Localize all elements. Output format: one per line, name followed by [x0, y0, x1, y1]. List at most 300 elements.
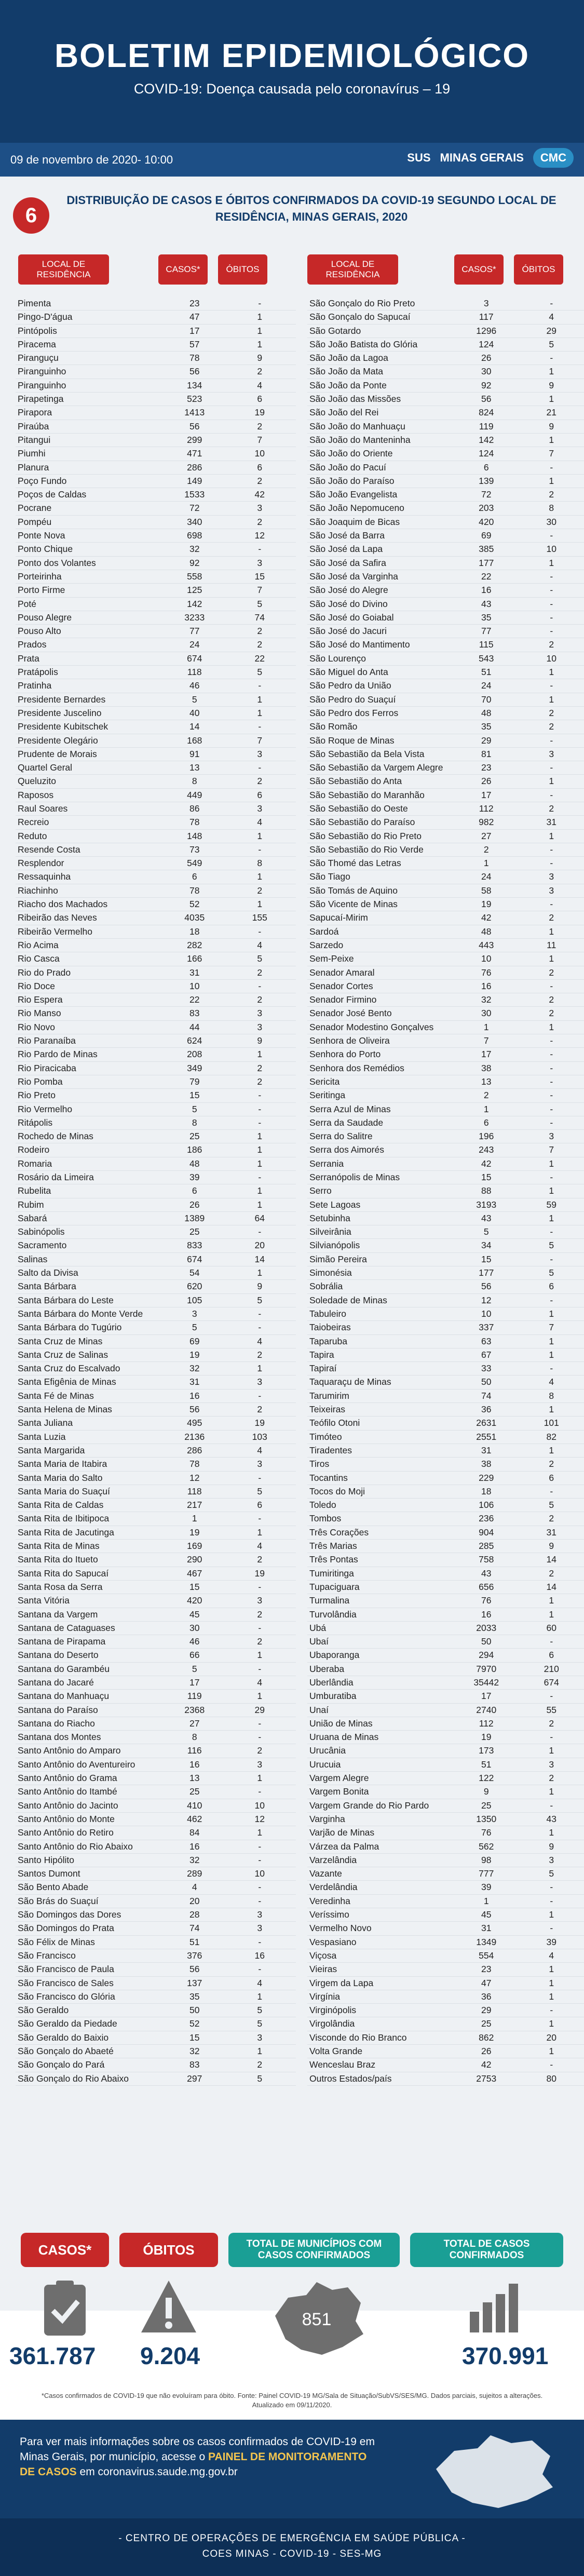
casos-cell: 148 [187, 830, 202, 841]
obitos-cell: 2 [549, 994, 554, 1005]
table-row [307, 748, 584, 761]
municipality-cell: São Lourenço [309, 653, 366, 664]
municipality-cell: Pirapetinga [18, 394, 64, 404]
casos-cell: 115 [479, 639, 494, 650]
obitos-cell: 29 [254, 1704, 265, 1715]
table-row [307, 1635, 584, 1649]
info-link-panel[interactable]: PAINEL DE MONITORAMENTO DE CASOS [20, 2451, 367, 2478]
casos-cell: 106 [479, 1500, 494, 1510]
obitos-cell: - [550, 1103, 553, 1114]
obitos-cell: - [258, 1854, 262, 1865]
casos-cell: 86 [189, 803, 200, 814]
table-row [16, 1676, 296, 1690]
municipality-cell: Santana de Cataguases [18, 1622, 115, 1633]
casos-cell: 443 [479, 939, 494, 950]
obitos-cell: 1 [549, 830, 554, 841]
casos-cell: 698 [187, 530, 202, 541]
casos-cell: 18 [481, 1486, 492, 1496]
table-row [16, 952, 296, 966]
table-row [307, 830, 584, 843]
obitos-cell: 10 [546, 653, 556, 664]
table-row [307, 1936, 584, 1949]
casos-cell: 149 [187, 475, 202, 486]
casos-cell: 16 [189, 1390, 200, 1401]
table-row [16, 1553, 296, 1567]
municipality-cell: Sardoá [309, 926, 339, 937]
table-row [307, 1649, 584, 1662]
obitos-cell: 14 [546, 1581, 556, 1592]
table-row [307, 1608, 584, 1622]
obitos-cell: 1 [257, 1131, 263, 1142]
table-row [16, 857, 296, 870]
footer [0, 2518, 584, 2576]
table-row [307, 1157, 584, 1171]
municipality-cell: São Sebastião da Bela Vista [309, 748, 425, 759]
table-row [16, 1731, 296, 1744]
table-row [16, 1608, 296, 1622]
obitos-cell: 1 [257, 1158, 263, 1169]
obitos-cell: 3 [549, 1131, 554, 1142]
casos-cell: 142 [187, 598, 202, 609]
casos-cell: 28 [189, 1909, 200, 1920]
municipality-cell: Visconde do Rio Branco [309, 2032, 407, 2043]
casos-cell: 118 [187, 667, 202, 678]
info-line-2: em coronavirus.saude.mg.gov.br [79, 2466, 238, 2478]
obitos-cell: 3 [257, 503, 263, 514]
municipality-cell: Santa Maria do Suaçuí [18, 1486, 111, 1496]
municipality-cell: Outros Estados/país [309, 2073, 392, 2084]
casos-cell: 2753 [476, 2073, 497, 2084]
obitos-cell: - [258, 844, 262, 855]
table-row [16, 365, 296, 379]
obitos-cell: 55 [546, 1704, 556, 1715]
casos-cell: 34 [481, 1240, 492, 1251]
municipality-cell: Soledade de Minas [309, 1294, 387, 1305]
table-row [16, 1663, 296, 1676]
casos-cell: 51 [481, 667, 492, 678]
obitos-cell: 4 [257, 1677, 263, 1688]
casos-cell: 66 [189, 1650, 200, 1661]
municipality-cell: Raposos [18, 789, 54, 800]
obitos-cell: 3 [549, 1759, 554, 1770]
casos-cell: 8 [192, 1117, 197, 1128]
obitos-cell: 2 [549, 1568, 554, 1579]
table-row [16, 1375, 296, 1389]
casos-cell: 36 [481, 1404, 492, 1415]
casos-cell: 2551 [476, 1431, 497, 1442]
table-row [16, 297, 296, 311]
municipality-cell: Porto Firme [18, 585, 65, 596]
casos-cell: 166 [187, 953, 202, 964]
table-row [307, 1321, 584, 1334]
casos-cell: 26 [481, 2046, 492, 2056]
municipality-cell: São Pedro da União [309, 680, 391, 691]
table-row [307, 1307, 584, 1321]
table-row [307, 311, 584, 324]
casos-cell: 173 [479, 1745, 494, 1756]
table-row [16, 570, 296, 584]
obitos-cell: 2 [549, 803, 554, 814]
table-row [307, 775, 584, 788]
table-row [307, 1731, 584, 1744]
table-row [307, 1280, 584, 1293]
table-row [307, 679, 584, 693]
casos-cell: 824 [479, 407, 494, 418]
casos-cell: 142 [479, 434, 494, 445]
casos-cell: 26 [481, 776, 492, 787]
table-row [307, 816, 584, 829]
municipality-cell: Santana dos Montes [18, 1732, 101, 1743]
obitos-cell: 1 [549, 1404, 554, 1415]
casos-cell: 217 [187, 1500, 202, 1510]
obitos-cell: - [258, 680, 262, 691]
casos-cell: 98 [481, 1854, 492, 1865]
casos-cell: 674 [187, 653, 202, 664]
municipality-cell: Varzelândia [309, 1854, 357, 1865]
municipality-cell: Santa Rita de Jacutinga [18, 1527, 114, 1537]
municipality-cell: Tabuleiro [309, 1308, 347, 1319]
municipality-cell: Wenceslau Braz [309, 2059, 376, 2070]
table-row [307, 857, 584, 870]
municipality-cell: Pocrane [18, 503, 52, 514]
casos-cell: 7970 [476, 1663, 497, 1674]
obitos-cell: 2 [257, 967, 263, 978]
table-row [307, 1130, 584, 1143]
casos-cell: 10 [189, 980, 200, 991]
obitos-cell: - [550, 680, 553, 691]
casos-cell: 15 [481, 1172, 492, 1182]
obitos-cell: 31 [546, 817, 556, 828]
casos-cell: 54 [189, 1267, 200, 1278]
casos-cell: 44 [189, 1021, 200, 1032]
table-row [307, 734, 584, 748]
obitos-cell: - [550, 298, 553, 308]
obitos-cell: - [550, 1363, 553, 1374]
casos-cell: 299 [187, 434, 202, 445]
municipality-cell: Taparuba [309, 1336, 347, 1346]
table-row [16, 625, 296, 638]
municipality-cell: Tumiritinga [309, 1568, 354, 1579]
obitos-cell: 1 [257, 1144, 263, 1155]
table-row [16, 1649, 296, 1662]
obitos-cell: 1 [549, 1991, 554, 2002]
table-row [16, 1089, 296, 1102]
obitos-cell: 1 [549, 1745, 554, 1756]
table-row [16, 543, 296, 556]
municipality-cell: Tarumirim [309, 1390, 349, 1401]
casos-cell: 16 [481, 585, 492, 596]
casos-cell: 91 [189, 748, 200, 759]
table-row [307, 1103, 584, 1116]
municipality-cell: São José do Alegre [309, 585, 388, 596]
casos-cell: 449 [187, 789, 202, 800]
municipality-cell: Pintópolis [18, 325, 57, 336]
casos-cell: 558 [187, 571, 202, 582]
municipality-cell: Santa Fé de Minas [18, 1390, 94, 1401]
obitos-cell: 5 [549, 1240, 554, 1251]
casos-cell: 22 [189, 994, 200, 1005]
table-row [16, 1881, 296, 1894]
casos-cell: 23 [481, 762, 492, 773]
obitos-cell: 9 [549, 1841, 554, 1852]
casos-cell: 294 [479, 1650, 494, 1661]
casos-cell: 2 [483, 844, 489, 855]
municipality-cell: Santo Antônio do Amparo [18, 1745, 121, 1756]
casos-cell: 982 [479, 817, 494, 828]
casos-cell: 833 [187, 1240, 202, 1251]
table-row [16, 1813, 296, 1826]
municipality-cell: Três Marias [309, 1541, 357, 1552]
table-right-column [307, 297, 584, 2086]
obitos-cell: 1 [549, 1595, 554, 1606]
casos-cell: 3 [192, 1308, 197, 1319]
casos-cell: 42 [481, 2059, 492, 2070]
table-row [16, 488, 296, 502]
obitos-cell: 9 [257, 353, 263, 363]
obitos-cell: - [258, 298, 262, 308]
table-row [307, 1949, 584, 1963]
obitos-cell: 1 [549, 2046, 554, 2056]
municipality-cell: Santo Antônio do Rio Abaixo [18, 1841, 133, 1852]
obitos-cell: 10 [254, 1868, 265, 1879]
casos-cell: 32 [189, 2046, 200, 2056]
obitos-cell: 5 [549, 1868, 554, 1879]
table-row [307, 365, 584, 379]
casos-cell: 286 [187, 462, 202, 473]
casos-cell: 69 [189, 1336, 200, 1346]
table-row [16, 1840, 296, 1854]
obitos-cell: 2 [549, 1513, 554, 1524]
table-row [16, 1826, 296, 1840]
table-row [307, 1704, 584, 1717]
municipality-cell: Virginópolis [309, 2005, 357, 2016]
municipality-cell: São Gonçalo do Abaeté [18, 2046, 114, 2056]
table-row [307, 925, 584, 939]
obitos-cell: - [550, 899, 553, 910]
table-row [307, 720, 584, 734]
municipality-cell: Rio Paranaíba [18, 1035, 76, 1046]
municipality-cell: Teixeiras [309, 1404, 346, 1415]
obitos-cell: 3 [257, 1909, 263, 1920]
obitos-cell: - [550, 1076, 553, 1087]
table-row [16, 1184, 296, 1198]
casos-cell: 15 [189, 2032, 200, 2043]
casos-cell: 15 [189, 1090, 200, 1101]
obitos-cell: 74 [254, 612, 265, 623]
table-row [16, 1949, 296, 1963]
table-row [16, 993, 296, 1007]
municipality-cell: São José do Goiabal [309, 612, 394, 623]
table-row [16, 1485, 296, 1499]
casos-cell: 2033 [476, 1622, 497, 1633]
casos-cell: 168 [187, 735, 202, 746]
obitos-cell: 2 [257, 516, 263, 527]
municipality-cell: São Gotardo [309, 325, 361, 336]
obitos-cell: 3 [257, 1595, 263, 1606]
bar-chart-icon [467, 2280, 519, 2334]
municipality-cell: Santa Bárbara do Leste [18, 1294, 114, 1305]
obitos-total-value: 9.204 [140, 2342, 200, 2369]
municipality-cell: Santana do Riacho [18, 1718, 95, 1729]
obitos-cell: 1 [257, 1049, 263, 1060]
municipality-cell: Pirapora [18, 407, 52, 418]
casos-cell: 77 [481, 626, 492, 637]
casos-cell: 17 [481, 1049, 492, 1060]
casos-cell: 8 [192, 1732, 197, 1743]
casos-cell: 47 [481, 1977, 492, 1988]
obitos-cell: - [550, 462, 553, 473]
minas-map-outline-icon [426, 2433, 561, 2511]
obitos-cell: 20 [254, 1240, 265, 1251]
header [0, 0, 584, 143]
obitos-cell: - [550, 1923, 553, 1934]
casos-cell: 12 [481, 1294, 492, 1305]
obitos-cell: 2 [257, 1076, 263, 1087]
municipality-cell: São Sebastião do Paraíso [309, 817, 415, 828]
table-row [16, 420, 296, 434]
table-row [16, 693, 296, 707]
municipality-cell: Vespasiano [309, 1936, 357, 1947]
obitos-cell: 3 [257, 1021, 263, 1032]
table-row [307, 1075, 584, 1089]
table-row [16, 1307, 296, 1321]
obitos-cell: 1 [257, 830, 263, 841]
obitos-cell: 8 [257, 858, 263, 869]
municipality-cell: Toledo [309, 1500, 336, 1510]
table-row [307, 1034, 584, 1048]
municipality-cell: Virgínia [309, 1991, 341, 2002]
municipality-cell: Raul Soares [18, 803, 68, 814]
obitos-cell: 1 [257, 1691, 263, 1702]
casos-cell: 117 [479, 312, 494, 322]
casos-cell: 39 [481, 1882, 492, 1893]
obitos-cell: 4 [549, 312, 554, 322]
table-row [307, 1253, 584, 1266]
municipality-cell: Santa Cruz de Salinas [18, 1349, 108, 1360]
municipality-cell: Serrania [309, 1158, 344, 1169]
table-row [307, 652, 584, 666]
table-row [16, 447, 296, 461]
table-row [16, 1499, 296, 1512]
casos-cell: 340 [187, 516, 202, 527]
municipality-cell: Senador Modestino Gonçalves [309, 1021, 434, 1032]
municipality-cell: São João da Ponte [309, 380, 387, 390]
casos-cell: 24 [481, 871, 492, 882]
obitos-cell: - [258, 1964, 262, 1975]
casos-cell: 6 [483, 1117, 489, 1128]
table-row [16, 679, 296, 693]
casos-cell: 1389 [184, 1212, 205, 1223]
casos-cell: 83 [189, 2059, 200, 2070]
casos-cell: 119 [479, 421, 494, 431]
casos-cell: 119 [187, 1691, 202, 1702]
casos-cell: 29 [481, 735, 492, 746]
casos-cell: 31 [189, 1377, 200, 1387]
municipality-cell: Ubaporanga [309, 1650, 360, 1661]
casos-cell: 15 [189, 1581, 200, 1592]
table-row [16, 338, 296, 352]
table-row [307, 2031, 584, 2045]
table-row [16, 775, 296, 788]
municipality-cell: Santa Luzia [18, 1431, 66, 1442]
casos-cell: 31 [189, 967, 200, 978]
casos-cell: 48 [189, 1158, 200, 1169]
obitos-cell: - [258, 1226, 262, 1237]
casos-cell: 48 [481, 707, 492, 718]
obitos-cell: 4 [257, 1977, 263, 1988]
table-row [307, 884, 584, 898]
obitos-cell: 5 [257, 598, 263, 609]
table-row [307, 1294, 584, 1307]
casos-cell: 78 [189, 353, 200, 363]
municipality-cell: Rio Novo [18, 1021, 55, 1032]
casos-cell: 758 [479, 1554, 494, 1565]
obitos-cell: 1 [549, 1336, 554, 1346]
casos-cell: 5 [192, 1663, 197, 1674]
casos-cell: 2136 [184, 1431, 205, 1442]
obitos-cell: 3 [257, 557, 263, 568]
table-row [307, 1116, 584, 1130]
casos-cell: 118 [187, 1486, 202, 1496]
municipality-cell: Piranguçu [18, 353, 59, 363]
casos-cell: 56 [189, 421, 200, 431]
municipality-cell: Santa Rosa da Serra [18, 1581, 103, 1592]
obitos-cell: - [258, 544, 262, 555]
municipality-cell: Sericita [309, 1076, 340, 1087]
obitos-cell: 1 [549, 475, 554, 486]
municipality-cell: Santana do Manhuaçu [18, 1691, 110, 1702]
obitos-cell: 7 [549, 448, 554, 459]
municipality-cell: Senhora dos Remédios [309, 1062, 404, 1073]
obitos-cell: 30 [546, 516, 556, 527]
obitos-cell: 4 [257, 1541, 263, 1552]
table-row [16, 2072, 296, 2086]
obitos-cell: 1 [257, 1991, 263, 2002]
obitos-cell: 43 [546, 1813, 556, 1824]
table-row [16, 1335, 296, 1348]
municipality-cell: Vermelho Novo [309, 1923, 372, 1934]
casos-cell: 420 [479, 516, 494, 527]
obitos-cell: - [550, 1035, 553, 1046]
casos-cell: 38 [481, 1062, 492, 1073]
municipality-cell: Virgem da Lapa [309, 1977, 374, 1988]
table-row [307, 870, 584, 884]
casos-cell: 16 [189, 1759, 200, 1770]
table-row [16, 529, 296, 543]
table-row [16, 1512, 296, 1526]
table-row [16, 1253, 296, 1266]
municipality-cell: São João da Mata [309, 366, 384, 377]
municipality-cell: Taiobeiras [309, 1322, 351, 1333]
obitos-cell: 5 [257, 2005, 263, 2016]
table-row [16, 1007, 296, 1020]
casos-cell: 297 [187, 2073, 202, 2084]
obitos-cell: 7 [257, 735, 263, 746]
casos-cell: 35442 [473, 1677, 499, 1688]
casos-cell: 16 [481, 980, 492, 991]
obitos-cell: 2 [549, 721, 554, 732]
municipality-cell: Piracema [18, 339, 56, 349]
obitos-cell: - [258, 1090, 262, 1101]
casos-cell: 32 [189, 544, 200, 555]
table-row [16, 1526, 296, 1540]
table-row [307, 1089, 584, 1102]
municipality-cell: Queluzito [18, 776, 56, 787]
casos-cell: 45 [189, 1609, 200, 1620]
obitos-cell: 10 [254, 448, 265, 459]
obitos-cell: 64 [254, 1212, 265, 1223]
municipality-cell: Vargem Grande do Rio Pardo [309, 1800, 429, 1811]
